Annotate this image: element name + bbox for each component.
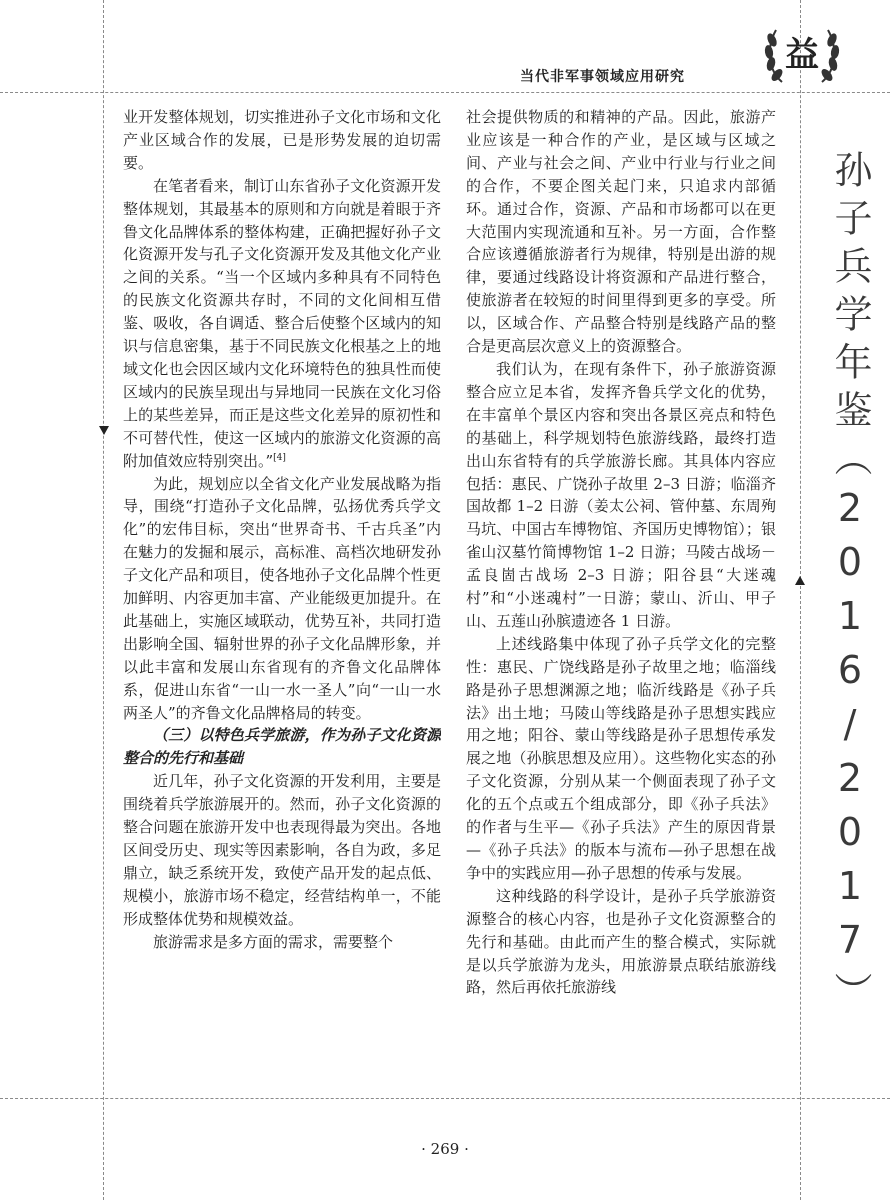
page-number: · 269 · xyxy=(421,1140,469,1158)
paragraph: 近几年，孙子文化资源的开发利用，主要是围绕着兵学旅游展开的。然而，孙子文化资源的整合问题在旅游开发中也表现得最为突出。各地区间受历史、现实等因素影响，各自为政，多足鼎立，缺乏系统开发，致使产品开发的起点低、规模小，旅游市场不稳定，经营结构单一，不能形成整体优势和规模效益。 xyxy=(123,772,441,928)
paragraph xyxy=(123,175,441,473)
paragraph: 上述线路集中体现了孙子兵学文化的完整性：惠民、广饶线路是孙子故里之地；临淄线路是孙子思想渊源之地；临沂线路是《孙子兵法》出土地；马陵山等线路是孙子思想实践应用之地；阳谷、蒙山等线路是孙子思想传承发展之地（孙膑思想及应用）。这些物化实态的孙子文化资源，分别从某一个侧面表现了孙子文化的五个点或五个组成部分，即《孙子兵法》的作者与生平—《孙子兵法》产生的原因背景—《孙子兵法》的版本与流布—孙子思想在战争中的实践应用—孙子思想的传承与发展。 xyxy=(466,634,776,882)
left-dashed-rule xyxy=(103,0,104,1200)
left-margin-marker-icon xyxy=(99,426,109,435)
left-text-column xyxy=(123,106,441,1096)
paragraph-text: 在笔者看来，制订山东省孙子文化资源开发整体规划，其最基本的原则和方向就是着眼于齐鲁文化品牌体系的整体构建，正确把握好孙子文化资源开发与孔子文化资源开发及其他文化产业之间的关系。“当一个区域内多种具有不同特色的民族文化资源共存时，不同的文化间相互借鉴、吸收，各自调适、整合后使整个区域内的知识与信息密集，基于不同民族文化根基之上的地域文化也会因区域内文化环境特色的独具性而使区域内的民族呈现出与异地同一民族在文化习俗上的某些差异，而正是这些文化差异的原初性和不可替代性，使这一区域内的旅游文化资源的高附加值效应特别突出。” xyxy=(123,176,441,470)
yearbook-side-title: 孙子兵学年鉴（2016/2017） xyxy=(828,150,872,1020)
paragraph: 旅游需求是多方面的需求，需要整个 xyxy=(153,932,394,951)
paragraph: 社会提供物质的和精神的产品。因此，旅游产业应该是一种合作的产业，是区域与区域之间、产业与社会之间、产业中行业与行业之间的合作，不要企图关起门来，只追求内部循环。通过合作，资源、产品和市场都可以在更大范围内实现流通和互补。另一方面，合作整合应该遵循旅游者行为规律，特别是出游的规律，要通过线路设计将资源和产品进行整合，使旅游者在较短的时间里得到更多的享受。所以，区域合作、产品整合特别是线路产品的整合是更高层次意义上的资源整合。 xyxy=(466,108,776,356)
logo-glyph: 益 xyxy=(785,35,819,75)
right-text-column xyxy=(466,106,776,1096)
citation-mark: [4] xyxy=(273,452,286,463)
paragraph: 我们认为，在现有条件下，孙子旅游资源整合应立足本省，发挥齐鲁兵学文化的优势，在丰富单个景区内容和突出各景区亮点和特色的基础上，科学规划特色旅游线路，最终打造出山东省特有的兵学旅游长廊。其具体内容应包括：惠民、广饶孙子故里 2–3 日游；临淄齐国故都 1–2 日游（姜太公祠、管仲墓、东周殉马坑、中国古车博物馆、齐国历史博物馆）；银雀山汉墓竹简博物馆 1–2 日游；马陵古战场－孟良崮古战场 2–3 日游；阳谷县“大迷魂村”和“小迷魂村”一日游；蒙山、沂山、甲子山、五莲山孙膑遗迹各 1 日游。 xyxy=(466,359,776,630)
right-dashed-rule xyxy=(800,0,801,1200)
paragraph: 这种线路的科学设计，是孙子兵学旅游资源整合的核心内容，也是孙子文化资源整合的先行和基础。由此而产生的整合模式，实际就是以兵学旅游为龙头，用旅游景点联结旅游线路，然后再依托旅游线 xyxy=(466,886,776,997)
bottom-dashed-rule xyxy=(0,1098,890,1099)
paragraph: 业开发整体规划，切实推进孙子文化市场和文化产业区域合作的发展，已是形势发展的迫切需要。 xyxy=(123,108,441,172)
paragraph: 为此，规划应以全省文化产业发展战略为指导，围绕“打造孙子文化品牌，弘扬优秀兵学文化”的宏伟目标，突出“世界奇书、千古兵圣”内在魅力的发掘和展示，高标准、高档次地研发孙子文化产品和项目，使各地孙子文化品牌个性更加鲜明、内容更加丰富、产业能级更加提升。在此基础上，实施区域联动，优势互补，共同打造出影响全国、辐射世界的孙子文化品牌形象，并以此丰富和发展山东省现有的齐鲁文化品牌体系，促进山东省“一山一水一圣人”向“一山一水两圣人”的齐鲁文化品牌格局的转变。 xyxy=(123,474,441,722)
laurel-logo-icon xyxy=(762,18,842,90)
running-header-title: 当代非军事领域应用研究 xyxy=(520,69,685,85)
section-subheading: （三）以特色兵学旅游，作为孙子文化资源整合的先行和基础 xyxy=(123,726,441,768)
right-margin-marker-icon xyxy=(795,576,805,585)
top-dashed-rule xyxy=(0,92,890,93)
